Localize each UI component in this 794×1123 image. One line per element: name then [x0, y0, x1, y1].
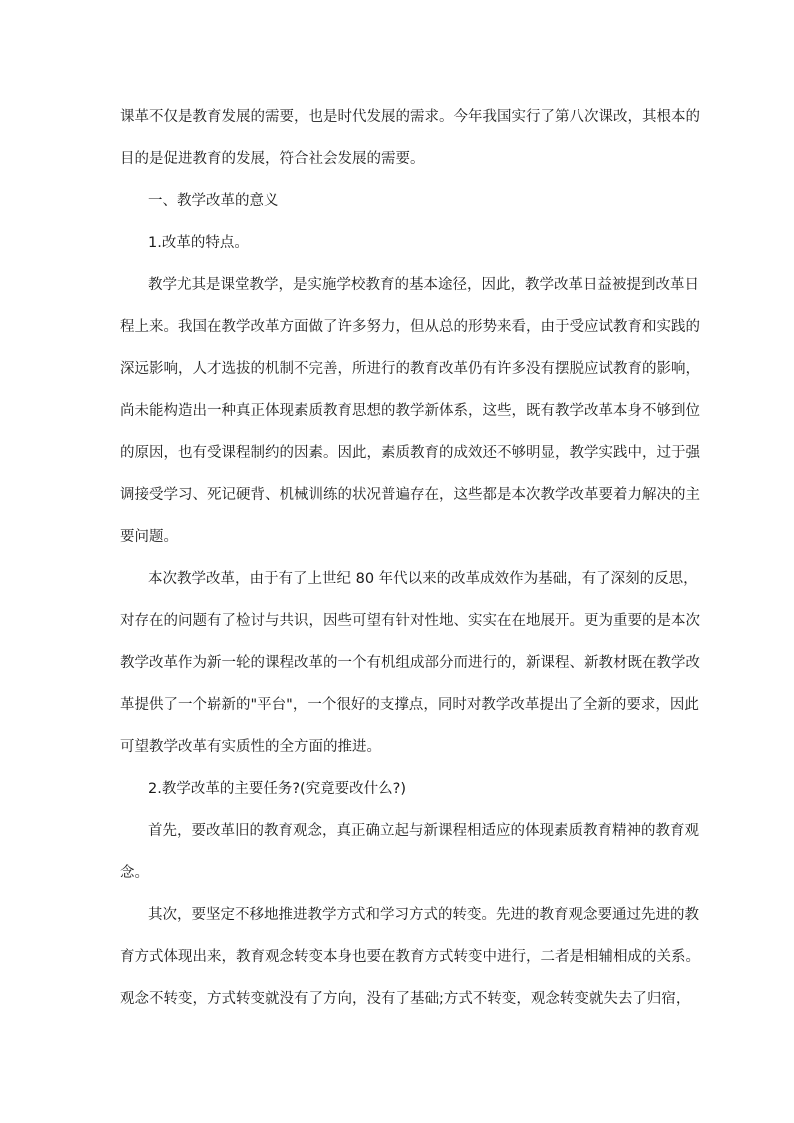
body-line: 教学尤其是课堂教学，是实施学校教育的基本途径，因此，教学改革日益被提到改革日 — [148, 277, 699, 293]
subsection-heading: 2.教学改革的主要任务?(究竟要改什么?) — [148, 781, 407, 797]
body-line: 念。 — [120, 865, 149, 881]
body-line: 的原因，也有受课程制约的因素。因此，素质教育的成效还不够明显，教学实践中，过于强 — [120, 445, 700, 461]
body-line: 调接受学习、死记硬背、机械训练的状况普遍存在，这些都是本次教学改革要着力解决的主 — [120, 487, 700, 503]
body-line: 育方式体现出来，教育观念转变本身也要在教育方式转变中进行，二者是相辅相成的关系。 — [120, 949, 700, 965]
body-line: 首先，要改革旧的教育观念，真正确立起与新课程相适应的体现素质教育精神的教育观 — [148, 823, 699, 839]
subsection-heading: 1.改革的特点。 — [148, 235, 249, 251]
body-line: 课革不仅是教育发展的需要，也是时代发展的需求。今年我国实行了第八次课改，其根本的 — [120, 109, 700, 125]
section-heading: 一、教学改革的意义 — [148, 193, 279, 209]
body-line: 深远影响，人才选拔的机制不完善，所进行的教育改革仍有许多没有摆脱应试教育的影响， — [120, 361, 700, 377]
body-line: 教学改革作为新一轮的课程改革的一个有机组成部分而进行的，新课程、新教材既在教学改 — [120, 655, 700, 671]
body-line: 对存在的问题有了检讨与共识，因些可望有针对性地、实实在在地展开。更为重要的是本次 — [120, 613, 700, 629]
body-line: 本次教学改革，由于有了上世纪 80 年代以来的改革成效作为基础，有了深刻的反思， — [148, 571, 698, 587]
body-line: 程上来。我国在教学改革方面做了许多努力，但从总的形势来看，由于受应试教育和实践的 — [120, 319, 700, 335]
body-line: 革提供了一个崭新的"平台"，一个很好的支撑点，同时对教学改革提出了全新的要求，因此 — [120, 697, 699, 713]
body-line: 其次，要坚定不移地推进教学方式和学习方式的转变。先进的教育观念要通过先进的教 — [148, 907, 699, 923]
body-line: 观念不转变，方式转变就没有了方向，没有了基础;方式不转变，观念转变就失去了归宿， — [120, 991, 691, 1007]
body-line: 目的是促进教育的发展，符合社会发展的需要。 — [120, 151, 425, 167]
body-line: 要问题。 — [120, 529, 178, 545]
body-line: 尚未能构造出一种真正体现素质教育思想的教学新体系，这些，既有教学改革本身不够到位 — [120, 403, 700, 419]
body-line: 可望教学改革有实质性的全方面的推进。 — [120, 739, 381, 755]
